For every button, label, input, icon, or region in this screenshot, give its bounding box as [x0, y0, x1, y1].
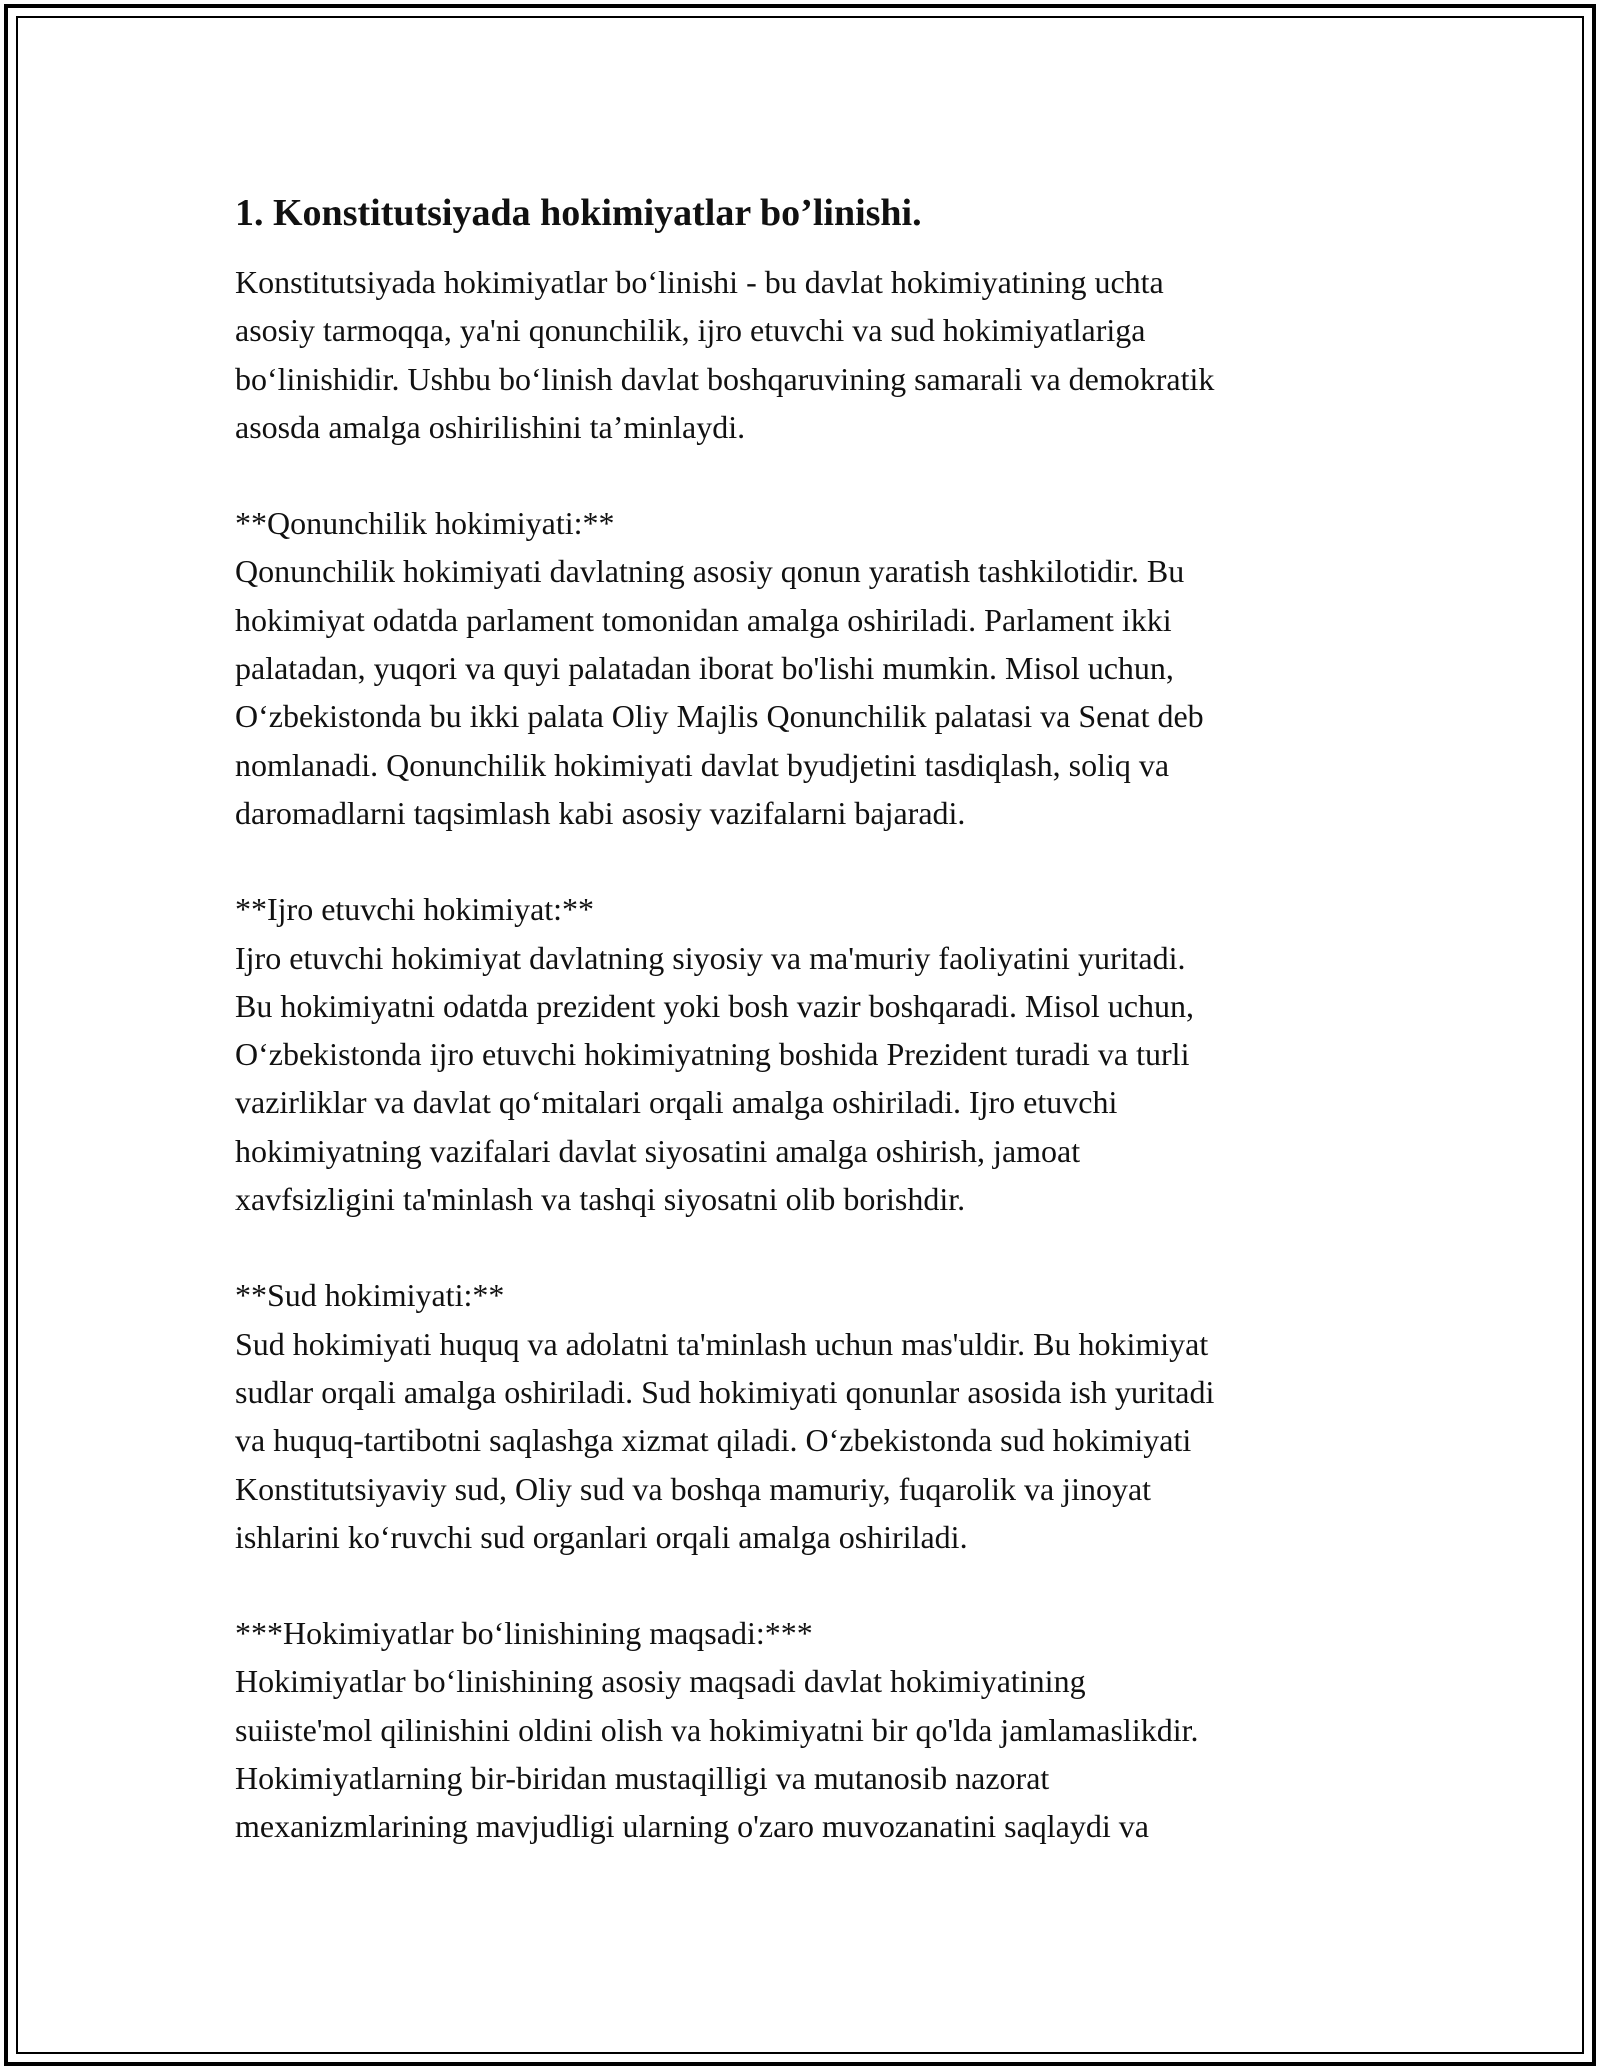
paragraph-line: Bu hokimiyatni odatda prezident yoki bosh vazir boshqaradi. Misol uchun,	[235, 987, 1194, 1024]
paragraph-line: Hokimiyatlarning bir-biridan mustaqilligi va mutanosib nazorat	[235, 1760, 1050, 1797]
paragraph-line: Sud hokimiyati huquq va adolatni ta'minlash uchun mas'uldir. Bu hokimiyat	[235, 1325, 1209, 1362]
paragraph-line: nomlanadi. Qonunchilik hokimiyati davlat byudjetini tasdiqlash, soliq va	[235, 746, 1170, 783]
paragraph-line: bo‘linishidir. Ushbu bo‘linish davlat boshqaruvining samarali va demokratik	[235, 360, 1215, 397]
paragraph-legislative	[235, 499, 1385, 837]
paragraph-executive	[235, 885, 1385, 1223]
paragraph-line: asosiy tarmoqqa, ya'ni qonunchilik, ijro etuvchi va sud hokimiyatlariga	[235, 312, 1146, 349]
section-heading: ***Hokimiyatlar bo‘linishining maqsadi:***	[235, 1615, 813, 1652]
paragraph-line: O‘zbekistonda ijro etuvchi hokimiyatning boshida Prezident turadi va turli	[235, 1036, 1190, 1073]
paragraph-line: palatadan, yuqori va quyi palatadan iborat bo'lishi mumkin. Misol uchun,	[235, 650, 1174, 687]
document-body	[235, 188, 1385, 1899]
paragraph-purpose	[235, 1609, 1385, 1850]
paragraph-line: O‘zbekistonda bu ikki palata Oliy Majlis Qonunchilik palatasi va Senat deb	[235, 698, 1204, 735]
paragraph-line: hokimiyat odatda parlament tomonidan amalga oshiriladi. Parlament ikki	[235, 601, 1172, 638]
paragraph-line: asosda amalga oshirilishini ta’minlaydi.	[235, 408, 746, 445]
paragraph-line: daromadlarni taqsimlash kabi asosiy vazifalarni bajaradi.	[235, 794, 966, 831]
section-heading: **Ijro etuvchi hokimiyat:**	[235, 891, 595, 928]
paragraph-line: sudlar orqali amalga oshiriladi. Sud hokimiyati qonunlar asosida ish yuritadi	[235, 1373, 1215, 1410]
paragraph-line: Qonunchilik hokimiyati davlatning asosiy qonun yaratish tashkilotidir. Bu	[235, 553, 1185, 590]
paragraph-line: Konstitutsiyaviy sud, Oliy sud va boshqa mamuriy, fuqarolik va jinoyat	[235, 1470, 1152, 1507]
paragraph-line: suiiste'mol qilinishini oldini olish va hokimiyatni bir qo'lda jamlamaslikdir.	[235, 1711, 1199, 1748]
page-title: 1. Konstitutsiyada hokimiyatlar bo’linishi.	[235, 192, 922, 234]
paragraph-line: vazirliklar va davlat qo‘mitalari orqali amalga oshiriladi. Ijro etuvchi	[235, 1084, 1118, 1121]
paragraph-line: Hokimiyatlar bo‘linishining asosiy maqsadi davlat hokimiyatining	[235, 1663, 1086, 1700]
paragraph-intro	[235, 258, 1385, 451]
paragraph-judicial	[235, 1271, 1385, 1561]
paragraph-line: va huquq-tartibotni saqlashga xizmat qiladi. O‘zbekistonda sud hokimiyati	[235, 1422, 1192, 1459]
paragraph-line: Ijro etuvchi hokimiyat davlatning siyosiy va ma'muriy faoliyatini yuritadi.	[235, 939, 1186, 976]
paragraph-line: hokimiyatning vazifalari davlat siyosatini amalga oshirish, jamoat	[235, 1132, 1081, 1169]
paragraph-line: Konstitutsiyada hokimiyatlar bo‘linishi - bu davlat hokimiyatining uchta	[235, 264, 1164, 300]
section-heading: **Sud hokimiyati:**	[235, 1277, 505, 1314]
paragraph-line: mexanizmlarining mavjudligi ularning o'zaro muvozanatini saqlaydi va	[235, 1808, 1149, 1845]
paragraph-line: ishlarini ko‘ruvchi sud organlari orqali amalga oshiriladi.	[235, 1518, 968, 1555]
section-heading: **Qonunchilik hokimiyati:**	[235, 505, 615, 542]
paragraph-line: xavfsizligini ta'minlash va tashqi siyosatni olib borishdir.	[235, 1181, 966, 1218]
